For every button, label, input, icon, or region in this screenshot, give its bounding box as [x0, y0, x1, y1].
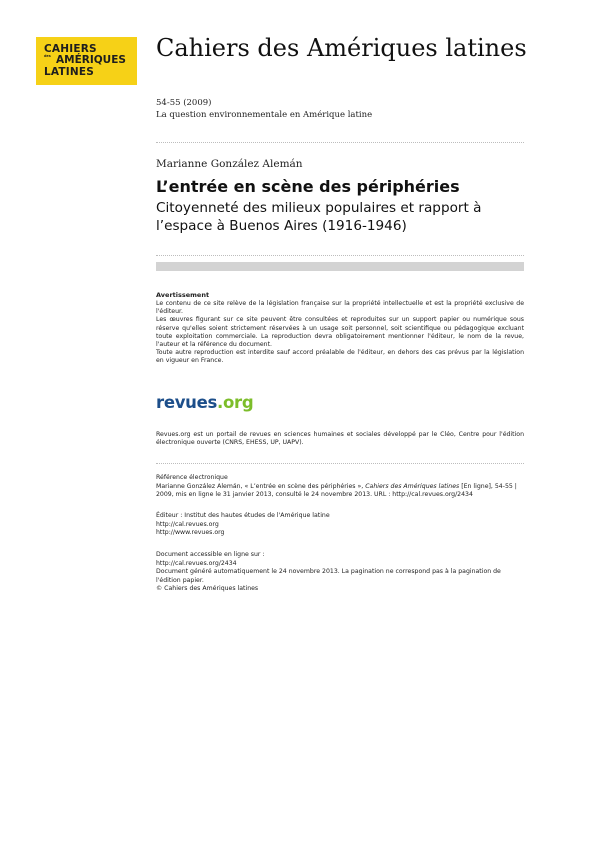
grey-band [156, 262, 524, 271]
divider [156, 463, 524, 464]
citation-text: [En ligne], 54-55 | 2009, mis en ligne le 31 janvier 2013, consulté le 24 novembre 2013. URL : http://cal.revues.org/2434 [156, 482, 517, 498]
logo-line-latines: LATINES [44, 66, 94, 78]
warning-paragraph: Le contenu de ce site relève de la législation française sur la propriété intellectuelle et est la propriété exclusive de l'éditeur. [156, 300, 524, 316]
warning-paragraph: Les œuvres figurant sur ce site peuvent être consultées et reproduites sur un support papier ou numérique sous réserve qu'elles soient strictement réservées à un usage soit personnel, soit scientifique ou pédagogique excluant toute exploitation commerciale. La reproduction devra obligatoirement mentionner l'éditeur, le nom de la revue, l'auteur et la référence du document. [156, 316, 524, 349]
publisher-block [156, 512, 524, 538]
warning-title: Avertissement [156, 291, 210, 299]
warning-body [156, 300, 524, 366]
portal-description: Revues.org est un portail de revues en sciences humaines et sociales développé par le Cléo, Centre pour l'édition électronique ouverte (CNRS, EHESS, UP, UAPV). [156, 431, 524, 447]
logo-small-des: des [44, 54, 51, 58]
publisher-link[interactable]: http://www.revues.org [156, 529, 225, 536]
publisher-name: Éditeur : Institut des hautes études de l'Amérique latine [156, 512, 330, 519]
issue-theme: La question environnementale en Amérique latine [156, 110, 373, 120]
issue-number: 54-55 (2009) [156, 98, 212, 108]
reference-block [156, 474, 524, 500]
copyright-line: © Cahiers des Amériques latines [156, 585, 259, 592]
journal-logo [36, 37, 137, 85]
citation-text: Marianne González Alemán, « L’entrée en scène des périphéries », [156, 482, 366, 490]
logo-line-ameriques: AMÉRIQUES [56, 54, 126, 66]
citation-journal: Cahiers des Amériques latines [365, 482, 460, 490]
divider [156, 255, 524, 256]
revues-logo-part1: revues [156, 393, 218, 412]
document-block [156, 551, 524, 594]
article-subtitle: Citoyenneté des milieux populaires et rapport à l’espace à Buenos Aires (1916-1946) [156, 200, 482, 234]
article-title: L’entrée en scène des périphéries [156, 177, 460, 196]
reference-heading: Référence électronique [156, 474, 228, 481]
warning-paragraph: Toute autre reproduction est interdite sauf accord préalable de l'éditeur, en dehors des cas prévus par la législation en vigueur en France. [156, 349, 524, 365]
reference-citation [156, 483, 524, 500]
revues-org-logo[interactable] [156, 395, 253, 412]
publisher-link[interactable]: http://cal.revues.org [156, 520, 219, 528]
revues-logo-part2: .org [217, 393, 254, 412]
document-generated-note: Document généré automatiquement le 24 novembre 2013. La pagination ne correspond pas à la pagination de l'édition papier. [156, 568, 501, 584]
document-link[interactable]: http://cal.revues.org/2434 [156, 559, 237, 567]
document-access-label: Document accessible en ligne sur : [156, 551, 265, 558]
divider [156, 142, 524, 143]
journal-title: Cahiers des Amériques latines [156, 34, 527, 62]
logo-line-cahiers: CAHIERS [44, 43, 97, 55]
article-author: Marianne González Alemán [156, 158, 303, 170]
